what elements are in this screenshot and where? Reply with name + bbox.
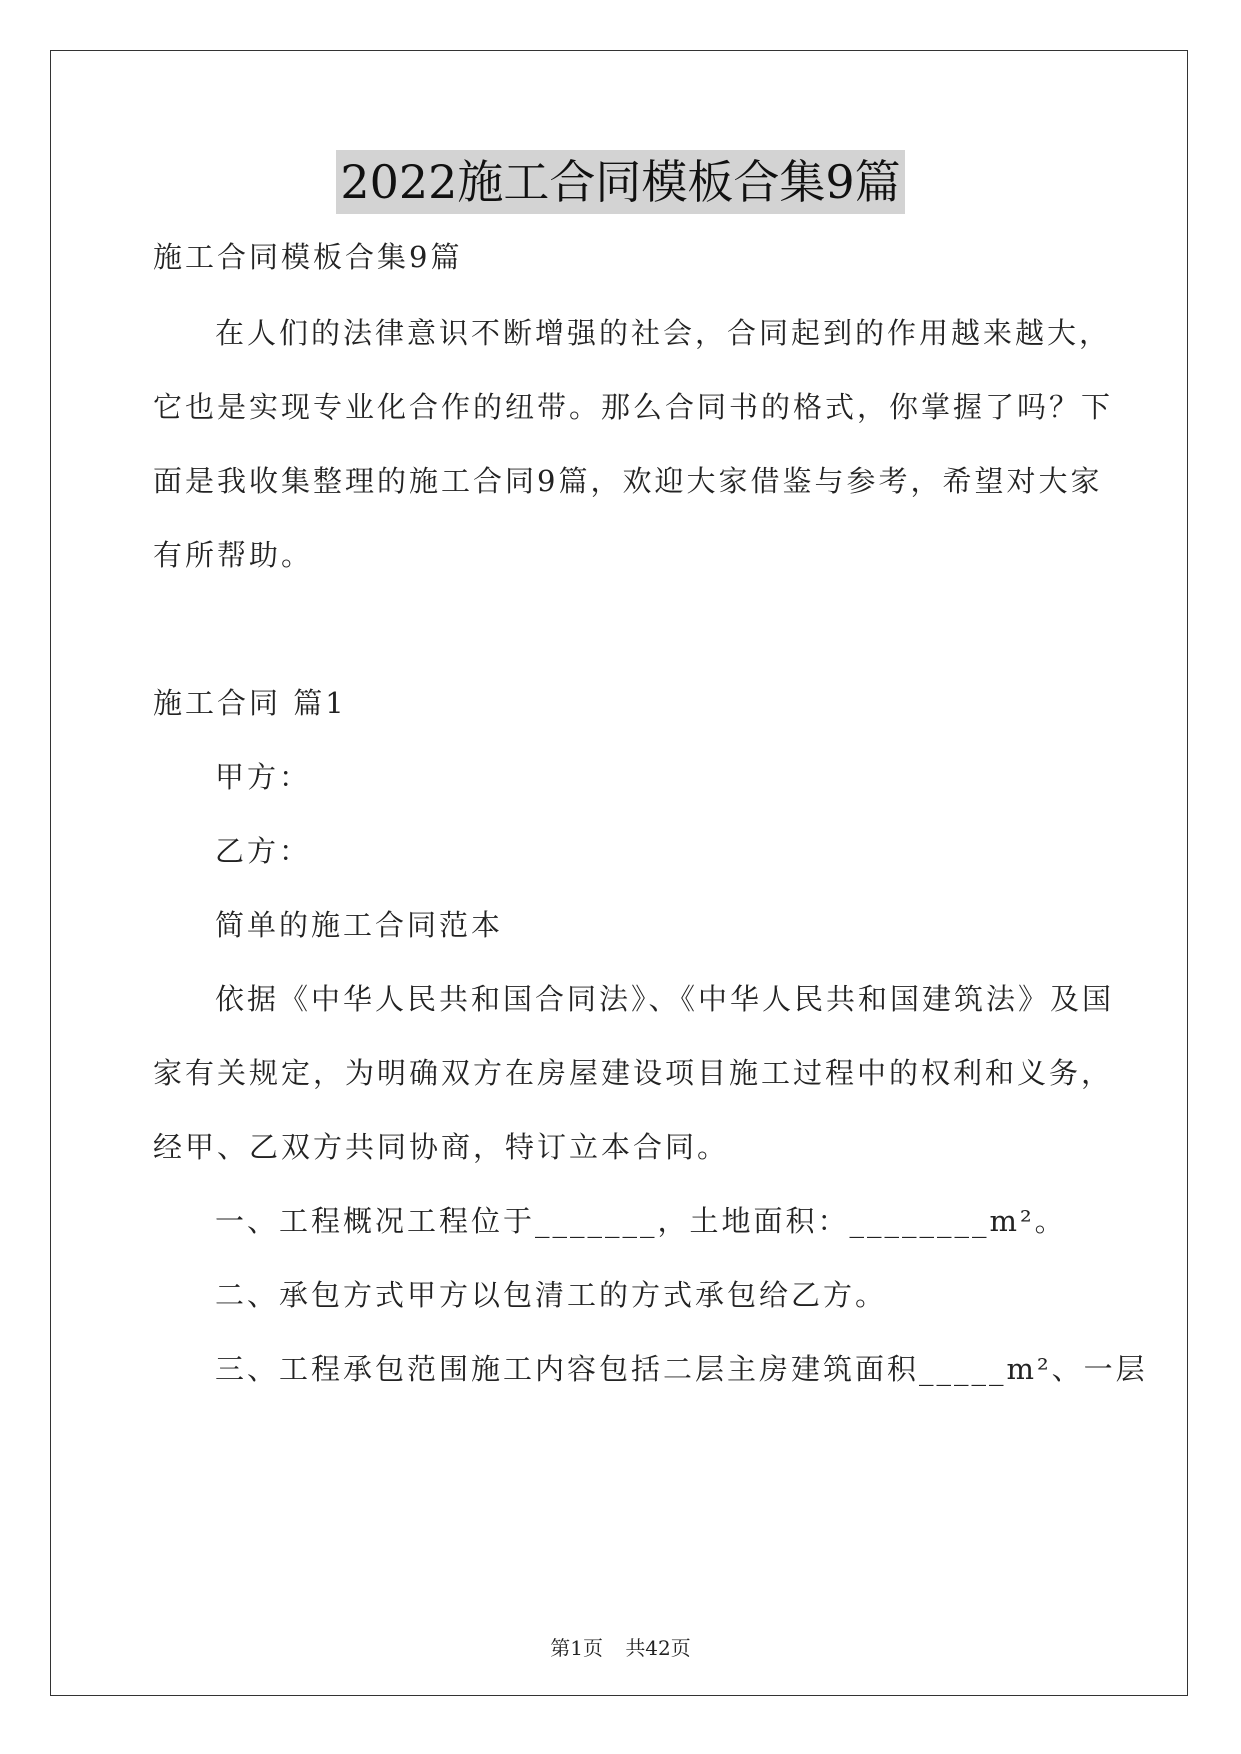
section-heading: 施工合同 篇1 bbox=[153, 686, 347, 720]
clause-line: 三、工程承包范围施工内容包括二层主房建筑面积_____m²、一层 bbox=[215, 1352, 1148, 1386]
document-title-text: 2022施工合同模板合集9篇 bbox=[336, 150, 904, 214]
page-total: 共42页 bbox=[625, 1636, 691, 1660]
paragraph-line: 在人们的法律意识不断增强的社会，合同起到的作用越来越大， bbox=[215, 316, 1112, 350]
paragraph-line: 它也是实现专业化合作的纽带。那么合同书的格式，你掌握了吗？下 bbox=[153, 390, 1114, 424]
document-title bbox=[0, 150, 1241, 214]
paragraph-line: 经甲、乙双方共同协商，特订立本合同。 bbox=[153, 1130, 730, 1164]
party-b-line: 乙方： bbox=[215, 834, 312, 868]
page-border bbox=[50, 50, 1188, 1696]
paragraph-line: 有所帮助。 bbox=[153, 538, 314, 572]
paragraph-line: 依据《中华人民共和国合同法》、《中华人民共和国建筑法》及国 bbox=[215, 982, 1115, 1016]
clause-line: 二、承包方式甲方以包清工的方式承包给乙方。 bbox=[215, 1278, 888, 1312]
page-number: 第1页 bbox=[550, 1636, 603, 1660]
paragraph-line: 家有关规定，为明确双方在房屋建设项目施工过程中的权利和义务， bbox=[153, 1056, 1114, 1090]
clause-line: 一、工程概况工程位于_______，土地面积：________m²。 bbox=[215, 1204, 1067, 1238]
party-a-line: 甲方： bbox=[215, 760, 312, 794]
page-footer bbox=[0, 1632, 1241, 1661]
subtitle-line: 施工合同模板合集9篇 bbox=[153, 240, 463, 274]
paragraph-line: 简单的施工合同范本 bbox=[215, 908, 504, 942]
paragraph-line: 面是我收集整理的施工合同9篇，欢迎大家借鉴与参考，希望对大家 bbox=[153, 464, 1103, 498]
